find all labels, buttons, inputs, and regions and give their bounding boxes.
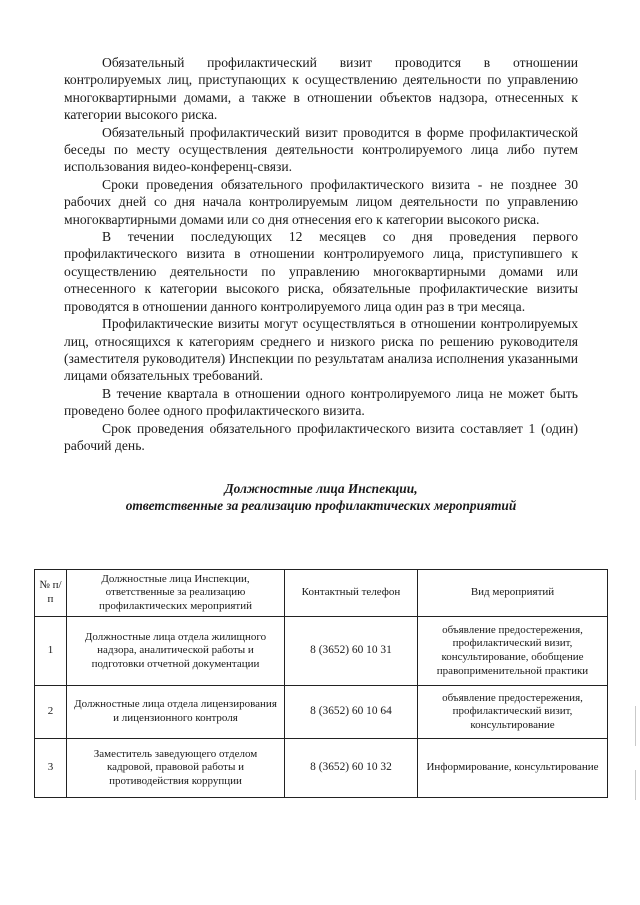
row-phone: 8 (3652) 60 10 64 bbox=[285, 686, 418, 739]
row-official: Должностные лица отдела лицензирования и лицензионного контроля bbox=[67, 686, 285, 739]
paragraph-visit-deadline: Сроки проведения обязательного профилактического визита - не позднее 30 рабочих дней со дня начала контролируемым лицом деятельности по управлению многоквартирными домами или со дня отнесения его к категории высокого риска. bbox=[64, 176, 578, 227]
paragraph-follow-up-visits: В течении последующих 12 месяцев со дня проведения первого профилактического визита в отношении контролируемого лица, приступившего к осуществлению деятельности по управлению многоквартирными домами или отнесенного к категории высокого риска, обязательные профилактические визиты проводятся в отношении данного контролируемого лица один раз в три месяца. bbox=[64, 229, 578, 314]
row-phone: 8 (3652) 60 10 32 bbox=[285, 739, 418, 798]
row-number: 1 bbox=[35, 617, 67, 686]
scan-edge-mark bbox=[635, 770, 636, 800]
scan-edge-mark bbox=[635, 706, 636, 746]
paragraph-visit-duration: Срок проведения обязательного профилактического визита составляет 1 (один) рабочий день. bbox=[64, 420, 578, 453]
document-body bbox=[64, 54, 578, 514]
header-official: Должностные лица Инспекции, ответственные за реализацию профилактических мероприятий bbox=[67, 570, 285, 617]
row-activity: объявление предостережения, профилактический визит, консультирование bbox=[418, 686, 608, 739]
header-number: № п/п bbox=[35, 570, 67, 617]
paragraph-visit-form: Обязательный профилактический визит проводится в форме профилактической беседы по месту осуществления деятельности контролируемого лица либо путем использования видео-конференц-связи. bbox=[64, 124, 578, 175]
row-activity: Информирование, консультирование bbox=[418, 739, 608, 798]
row-phone: 8 (3652) 60 10 31 bbox=[285, 617, 418, 686]
header-phone: Контактный телефон bbox=[285, 570, 418, 617]
row-official: Заместитель заведующего отделом кадровой, правовой работы и противодействия коррупции bbox=[67, 739, 285, 798]
table-row bbox=[35, 686, 608, 739]
table-row bbox=[35, 739, 608, 798]
paragraph-mandatory-visit-subjects: Обязательный профилактический визит проводится в отношении контролируемых лиц, приступающих к осуществлению деятельности по управлению многоквартирными домами, а также в отношении объектов надзора, отнесенных к категории высокого риска. bbox=[64, 55, 578, 123]
row-number: 2 bbox=[35, 686, 67, 739]
section-heading-line2: ответственные за реализацию профилактических мероприятий bbox=[125, 498, 517, 514]
row-official: Должностные лица отдела жилищного надзора, аналитической работы и подготовки отчетной документации bbox=[67, 617, 285, 686]
row-number: 3 bbox=[35, 739, 67, 798]
paragraph-medium-low-risk-visits: Профилактические визиты могут осуществляться в отношении контролируемых лиц, относящихся к категориям среднего и низкого риска по решению руководителя (заместителя руководителя) Инспекции по результатам анализа исполнения указанными лицами обязательных требований. bbox=[64, 316, 578, 384]
section-heading-line1: Должностные лица Инспекции, bbox=[224, 481, 418, 497]
table-row bbox=[35, 617, 608, 686]
officials-table bbox=[34, 569, 608, 798]
row-activity: объявление предостережения, профилактический визит, консультирование, обобщение правоприменительной практики bbox=[418, 617, 608, 686]
header-activity: Вид мероприятий bbox=[418, 570, 608, 617]
paragraph-quarter-limit: В течение квартала в отношении одного контролируемого лица не может быть проведено более одного профилактического визита. bbox=[64, 385, 578, 419]
table-header-row bbox=[35, 570, 608, 617]
